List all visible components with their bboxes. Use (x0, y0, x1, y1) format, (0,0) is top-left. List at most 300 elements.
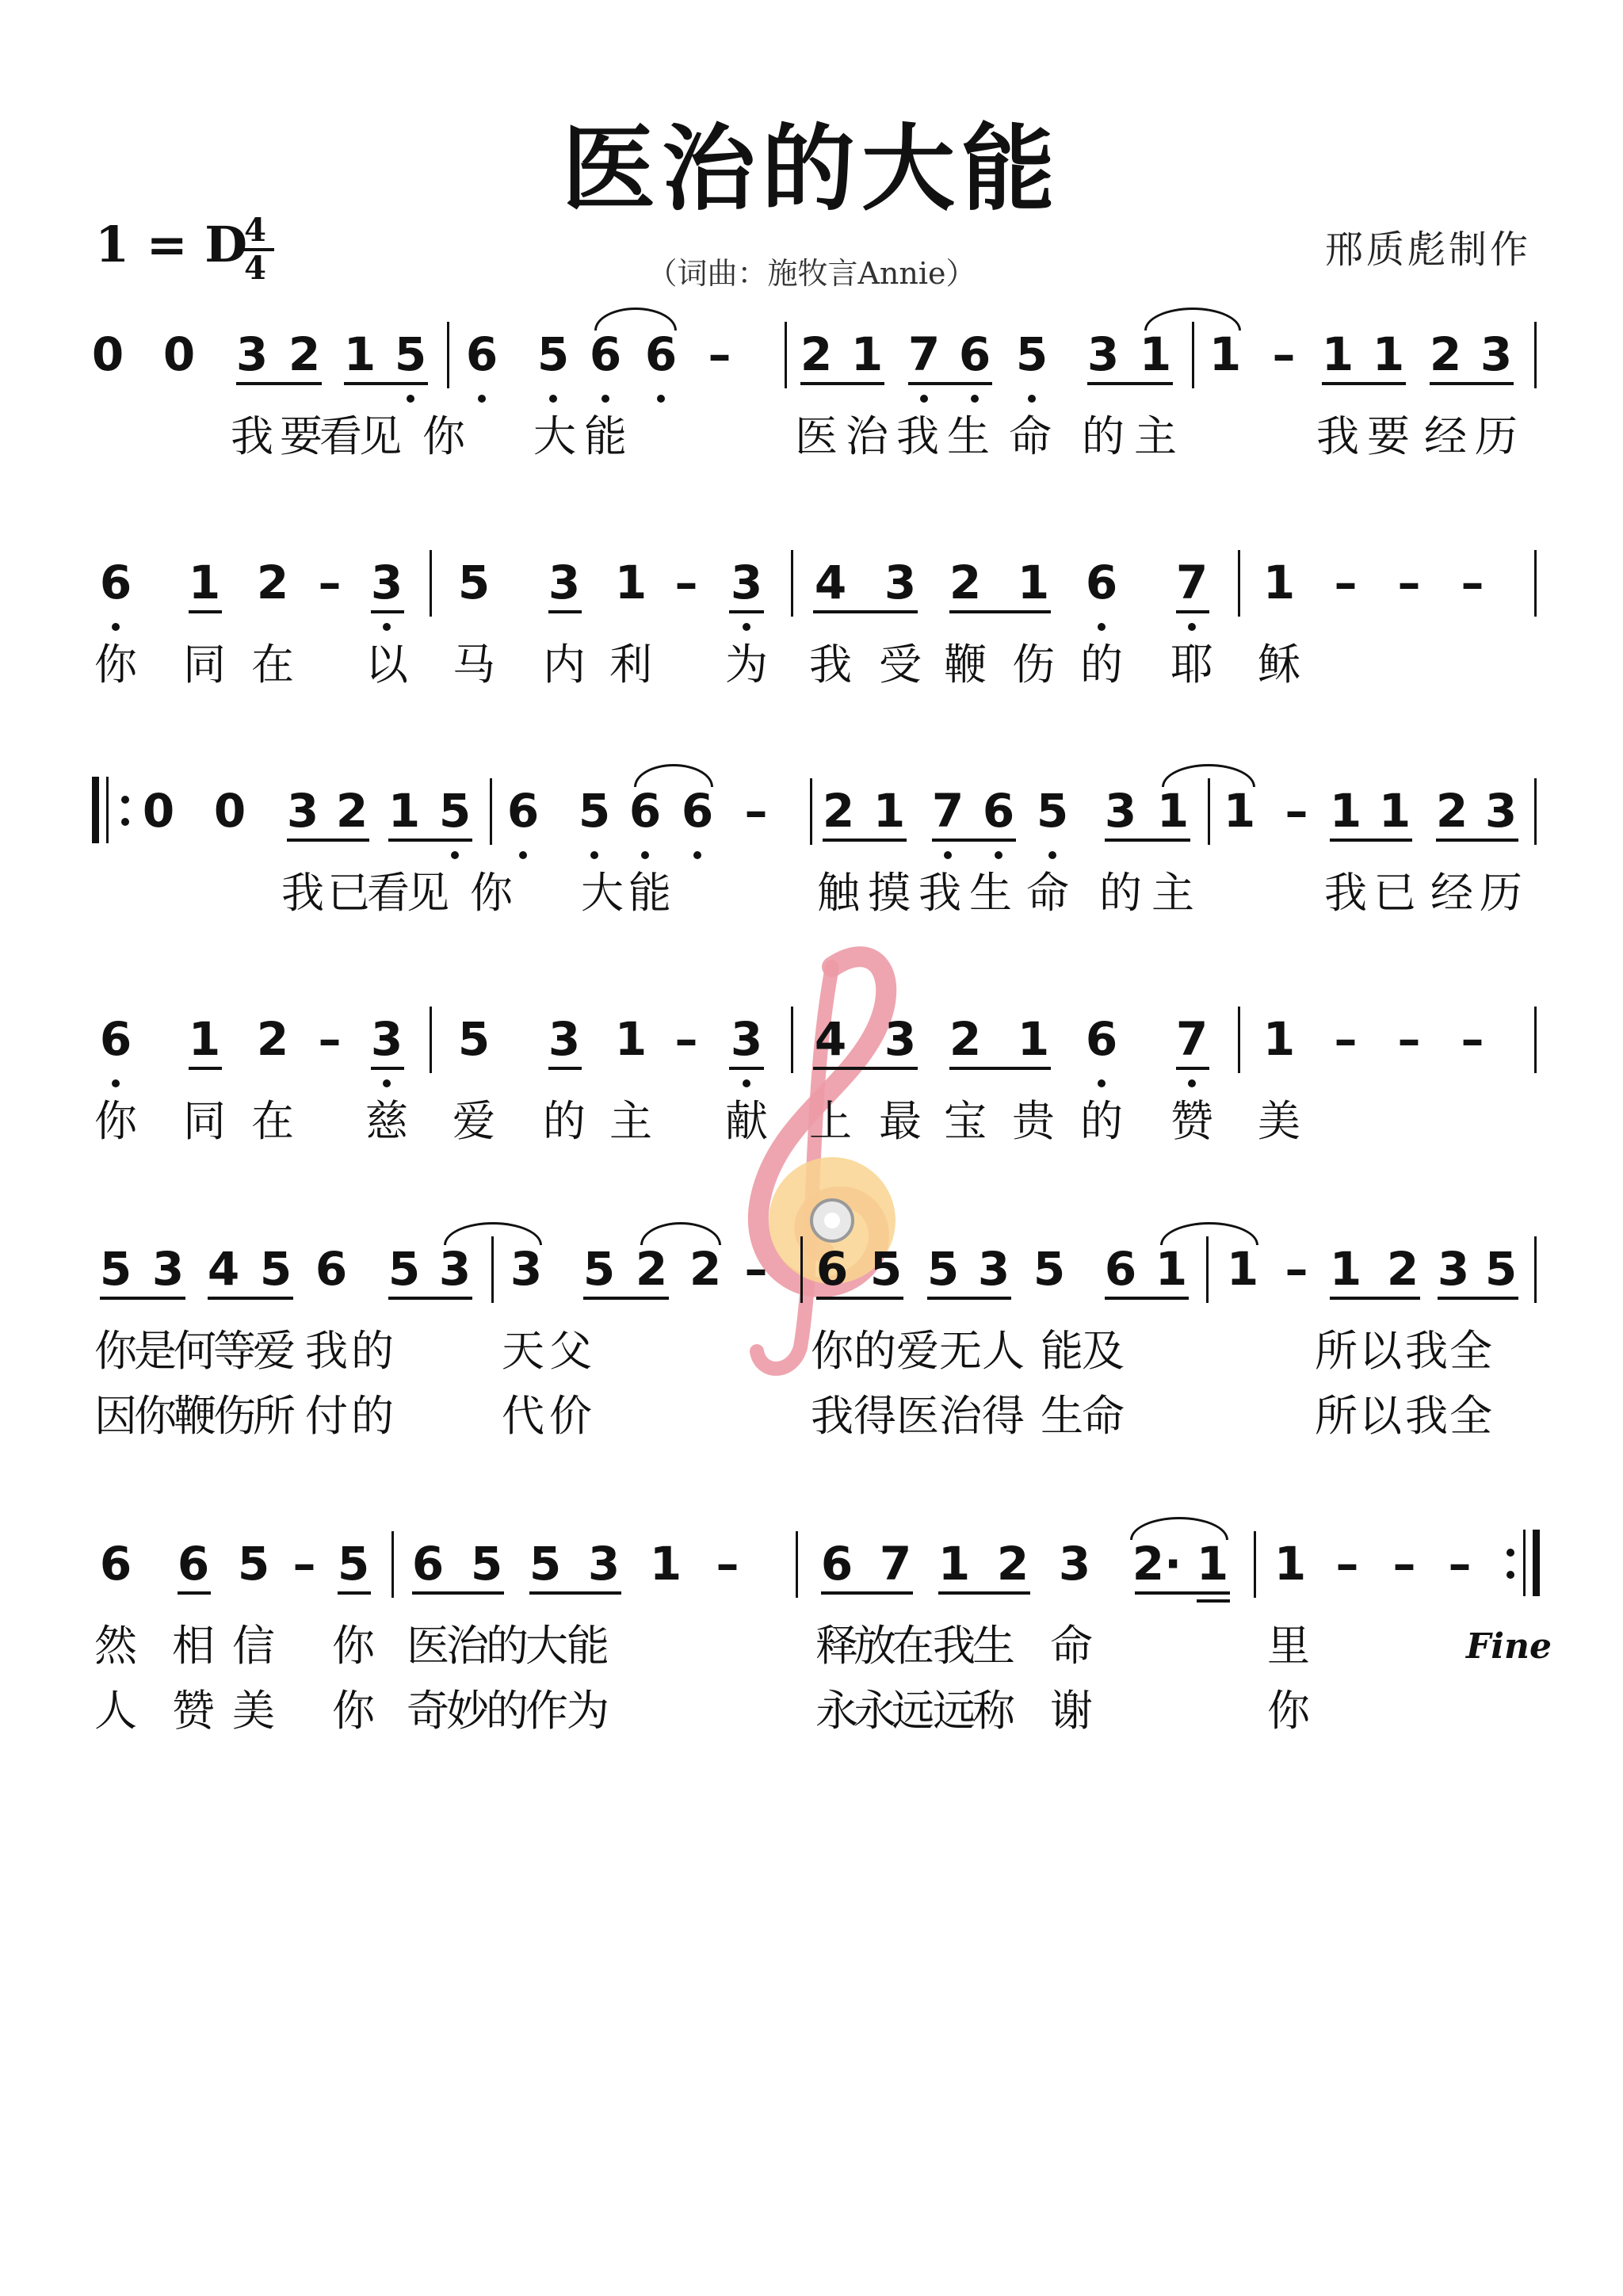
lyric-character: 何 (174, 1326, 216, 1376)
barline (1206, 1236, 1209, 1303)
lyric-character: 的 (351, 1391, 394, 1441)
repeat-dot (121, 796, 129, 804)
note-numeral: 3 (1104, 784, 1137, 838)
note-numeral: 6 (820, 1537, 854, 1591)
lyric-character: 代 (502, 1391, 544, 1441)
note-numeral: 1 (1017, 556, 1050, 609)
eighth-note-underline (927, 1297, 1011, 1300)
note-numeral: 3 (1086, 327, 1120, 381)
eighth-note-underline (529, 1591, 621, 1595)
lyric-character: 相 (172, 1621, 215, 1671)
note-numeral: 2 (822, 784, 855, 838)
note-numeral: – (1285, 1242, 1308, 1296)
tie-slur (640, 1222, 721, 1245)
lyric-character: 的 (486, 1686, 529, 1736)
key-signature: 1 = D (95, 216, 248, 273)
note-numeral: 1 (873, 784, 906, 838)
lyric-character: 慈 (365, 1096, 408, 1146)
lyric-character: 谢 (1050, 1686, 1093, 1736)
note-numeral: 6 (465, 327, 498, 381)
eighth-note-underline (287, 839, 369, 842)
eighth-note-underline (1105, 839, 1190, 842)
note-numeral: 3 (1484, 784, 1518, 838)
eighth-note-underline (388, 839, 472, 842)
eighth-note-underline (949, 610, 1051, 613)
note-numeral: 5 (438, 784, 472, 838)
eighth-note-underline (932, 839, 1016, 842)
note-numeral: 1 (1372, 327, 1405, 381)
lyric-character: 所 (1315, 1326, 1358, 1376)
lyric-character: 信 (232, 1621, 275, 1671)
note-numeral: 0 (162, 327, 196, 381)
note-numeral: 2 (288, 327, 321, 381)
note-numeral: 7 (1175, 556, 1209, 609)
note-numeral: 3 (977, 1242, 1010, 1296)
eighth-note-underline (344, 382, 428, 385)
eighth-note-underline (1087, 382, 1173, 385)
note-numeral: – (1272, 327, 1296, 381)
lyric-character: 所 (1315, 1391, 1358, 1441)
note-numeral: 6 (589, 327, 622, 381)
lyric-character: 生 (1041, 1391, 1083, 1441)
note-numeral: 6 (99, 1537, 132, 1591)
eighth-note-underline (1430, 382, 1514, 385)
lyric-character: 马 (453, 640, 495, 690)
eighth-note-underline (371, 1067, 404, 1070)
lower-octave-dot (944, 851, 952, 859)
eighth-note-underline (178, 1591, 211, 1595)
lower-octave-dot (995, 851, 1002, 859)
lyric-character: 受 (879, 640, 922, 690)
lyric-character: 你 (470, 868, 513, 918)
lyric-character: 生 (969, 868, 1012, 918)
lower-octave-dot (657, 395, 665, 403)
lyric-character: 人 (982, 1326, 1025, 1376)
eighth-note-underline (1330, 1297, 1420, 1300)
lyricist-composer-credit: （词曲：施牧言Annie） (647, 256, 976, 291)
barline (1534, 322, 1537, 388)
note-numeral: 2 (800, 327, 833, 381)
lyric-character: 已 (1373, 868, 1416, 918)
eighth-note-underline (813, 610, 918, 613)
note-numeral: 0 (213, 784, 246, 838)
repeat-dot (1507, 1571, 1514, 1579)
note-numeral: 1 (1017, 1012, 1050, 1066)
note-numeral: 1 (938, 1537, 971, 1591)
tie-slur (1130, 1517, 1228, 1540)
barline (1192, 322, 1194, 388)
lyric-character: 你 (94, 1096, 137, 1146)
lyric-character: 你 (94, 640, 137, 690)
note-numeral: 6 (1085, 556, 1118, 609)
note-numeral: 2 (689, 1242, 722, 1296)
eighth-note-underline (816, 1297, 903, 1300)
lyric-character: 贵 (1012, 1096, 1055, 1146)
barline (1238, 1007, 1240, 1073)
lyric-character: 稣 (1258, 640, 1300, 690)
note-numeral: 2 (1386, 1242, 1419, 1296)
lyric-character: 触 (817, 868, 860, 918)
note-numeral: 5 (578, 784, 611, 838)
lyric-character: 我 (918, 868, 961, 918)
lyric-character: 以 (365, 640, 408, 690)
lyric-character: 的 (854, 1326, 896, 1376)
lower-octave-dot (971, 395, 979, 403)
barline (1208, 778, 1210, 845)
lyric-character: 同 (183, 640, 226, 690)
note-numeral: 7 (907, 327, 941, 381)
note-numeral: – (1397, 1012, 1421, 1066)
lyric-character: 我 (305, 1326, 348, 1376)
note-numeral: 5 (99, 1242, 132, 1296)
note-numeral: 6 (315, 1242, 348, 1296)
lyric-character: 最 (879, 1096, 922, 1146)
lyric-character: 我 (1324, 868, 1367, 918)
note-numeral: – (318, 556, 342, 609)
note-numeral: 3 (587, 1537, 621, 1591)
lyric-character: 美 (1258, 1096, 1300, 1146)
lyric-character: 然 (94, 1621, 137, 1671)
note-numeral: 6 (177, 1537, 210, 1591)
note-numeral: 5 (337, 1537, 370, 1591)
eighth-note-underline (949, 1067, 1051, 1070)
lyric-character: 你 (422, 411, 465, 461)
note-numeral: 2 (1429, 327, 1462, 381)
eighth-note-underline (1176, 610, 1209, 613)
lyric-character: 上 (809, 1096, 852, 1146)
lyric-character: 永 (854, 1686, 896, 1736)
lyric-character: 命 (1050, 1621, 1093, 1671)
lyric-character: 全 (1449, 1391, 1492, 1441)
lyric-character: 为 (725, 640, 768, 690)
barline (785, 322, 787, 388)
lyric-character: 你 (94, 1326, 137, 1376)
lyric-character: 赞 (172, 1686, 215, 1736)
lyric-character: 摸 (868, 868, 911, 918)
lyric-character: 鞭 (944, 640, 987, 690)
lyric-character: 称 (972, 1686, 1015, 1736)
lyric-character: 大 (581, 868, 624, 918)
lyric-character: 医 (407, 1621, 449, 1671)
note-numeral: 1 (614, 1012, 647, 1066)
time-signature-top: 4 (244, 212, 266, 249)
note-numeral: 1 (1321, 327, 1354, 381)
note-numeral: 0 (91, 327, 124, 381)
lyric-character: 我 (933, 1621, 976, 1671)
lyric-character: 你 (811, 1326, 854, 1376)
lyric-character: 永 (815, 1686, 858, 1736)
lyric-character: 医 (896, 1391, 939, 1441)
lyric-character: 能 (628, 868, 671, 918)
lower-octave-dot (590, 851, 598, 859)
note-numeral: 5 (537, 327, 570, 381)
lyric-character: 释 (815, 1621, 858, 1671)
barline (447, 322, 449, 388)
lower-octave-dot (383, 623, 391, 631)
barline (1534, 1007, 1537, 1073)
lower-octave-dot (1098, 1079, 1106, 1087)
note-numeral: 1 (649, 1537, 682, 1591)
note-numeral: – (1335, 1537, 1359, 1591)
note-numeral: – (1392, 1537, 1416, 1591)
lyric-character: 要 (280, 411, 323, 461)
note-numeral: 7 (931, 784, 964, 838)
eighth-note-underline (236, 382, 322, 385)
lower-octave-dot (112, 623, 120, 631)
note-numeral: 1 (1329, 784, 1362, 838)
lyric-character: 及 (1082, 1326, 1125, 1376)
lyric-character: 爱 (253, 1326, 296, 1376)
lyric-character: 我 (1405, 1326, 1448, 1376)
note-numeral: 5 (259, 1242, 292, 1296)
note-numeral: – (1461, 1012, 1484, 1066)
eighth-note-underline (338, 1591, 371, 1595)
note-numeral: 1 (1262, 556, 1296, 609)
eighth-note-underline (1105, 1297, 1189, 1300)
note-numeral: 2 (256, 556, 289, 609)
note-numeral: 2 (1435, 784, 1468, 838)
lyric-character: 父 (549, 1326, 592, 1376)
eighth-note-underline (729, 610, 764, 613)
note-numeral: 3 (1058, 1537, 1091, 1591)
lyric-character: 奇 (407, 1686, 449, 1736)
note-numeral: 1 (1226, 1242, 1259, 1296)
lyric-character: 要 (1367, 411, 1410, 461)
lyric-character: 在 (892, 1621, 934, 1671)
lyric-character: 你 (1267, 1686, 1310, 1736)
lyric-character: 放 (854, 1621, 896, 1671)
note-numeral: – (744, 784, 768, 838)
lyric-character: 得 (854, 1391, 896, 1441)
lyric-character: 远 (892, 1686, 934, 1736)
repeat-dot (1507, 1549, 1514, 1557)
note-numeral: 1 (388, 784, 421, 838)
note-numeral: 5 (457, 1012, 491, 1066)
barline (490, 778, 492, 845)
note-numeral: 3 (548, 1012, 581, 1066)
note-numeral: 1 (1274, 1537, 1307, 1591)
note-numeral: 0 (142, 784, 175, 838)
note-numeral: 5 (457, 556, 491, 609)
lyric-character: 见 (407, 868, 449, 918)
repeat-dot (121, 818, 129, 826)
lyric-character: 我 (281, 868, 324, 918)
eighth-note-underline (729, 1067, 764, 1070)
lyric-character: 赞 (1170, 1096, 1213, 1146)
note-numeral: – (1334, 1012, 1358, 1066)
lyric-character: 生 (972, 1621, 1015, 1671)
note-numeral: – (1285, 784, 1308, 838)
barline (810, 778, 812, 845)
note-numeral: 6 (681, 784, 714, 838)
barline (391, 1531, 394, 1598)
eighth-note-underline (823, 839, 907, 842)
note-numeral: 5 (1484, 1242, 1518, 1296)
tie-slur (594, 308, 677, 330)
lyric-character: 主 (609, 1096, 652, 1146)
note-numeral: 5 (388, 1242, 421, 1296)
eighth-note-underline (1322, 382, 1406, 385)
eighth-note-underline (1436, 839, 1518, 842)
note-numeral: 5 (1033, 1242, 1066, 1296)
note-numeral: 3 (1437, 1242, 1470, 1296)
lower-octave-dot (112, 1079, 120, 1087)
lyric-character: 能 (584, 411, 627, 461)
lyric-character: 大 (525, 1621, 568, 1671)
repeat-end-thin-bar (1523, 1530, 1526, 1596)
lower-octave-dot (519, 851, 527, 859)
note-numeral: 6 (644, 327, 678, 381)
note-numeral: – (674, 556, 698, 609)
note-numeral: 6 (99, 1012, 132, 1066)
lyric-character: 的 (1080, 640, 1123, 690)
note-numeral: 6 (411, 1537, 445, 1591)
lyric-character: 美 (232, 1686, 275, 1736)
note-numeral: 7 (879, 1537, 912, 1591)
lower-octave-dot (693, 851, 701, 859)
note-numeral: 1 (1223, 784, 1256, 838)
note-numeral: 1 (614, 556, 647, 609)
lyric-character: 治 (446, 1621, 489, 1671)
note-numeral: 6 (1085, 1012, 1118, 1066)
eighth-note-underline (1438, 1297, 1518, 1300)
note-numeral: 5 (237, 1537, 270, 1591)
lyric-character: 耶 (1170, 640, 1213, 690)
lower-octave-dot (1098, 623, 1106, 631)
lower-octave-dot (383, 1079, 391, 1087)
lower-octave-dot (1188, 623, 1196, 631)
eighth-note-underline (388, 1297, 472, 1300)
lyric-character: 的 (543, 1096, 586, 1146)
note-numeral: 1 (1156, 784, 1190, 838)
eighth-note-underline (548, 610, 582, 613)
note-numeral: – (708, 327, 731, 381)
eighth-note-underline (548, 1067, 582, 1070)
note-numeral: 2 (635, 1242, 668, 1296)
tie-slur (634, 764, 713, 787)
lyric-character: 付 (305, 1391, 348, 1441)
note-numeral: 3 (438, 1242, 472, 1296)
lower-octave-dot (920, 395, 928, 403)
note-numeral: 2 (256, 1012, 289, 1066)
barline (1238, 550, 1240, 617)
lyric-character: 利 (609, 640, 652, 690)
note-numeral: 5 (470, 1537, 503, 1591)
lyric-character: 我 (811, 1391, 854, 1441)
lyric-character: 我 (231, 411, 273, 461)
note-numeral: 3 (884, 556, 917, 609)
barline (800, 1236, 803, 1303)
note-numeral: 5 (869, 1242, 903, 1296)
lower-octave-dot (1028, 395, 1036, 403)
lyric-character: 治 (939, 1391, 982, 1441)
note-numeral: 1 (1329, 1242, 1362, 1296)
note-numeral: 1 (188, 1012, 221, 1066)
lyric-character: 伤 (1012, 640, 1055, 690)
eighth-note-underline (100, 1297, 185, 1300)
sixteenth-note-underline (1197, 1599, 1230, 1603)
repeat-start-thick-bar (92, 777, 99, 843)
eighth-note-underline (371, 610, 404, 613)
eighth-note-underline (189, 1067, 222, 1070)
note-numeral: 5 (582, 1242, 616, 1296)
lyric-character: 献 (725, 1096, 768, 1146)
lyric-character: 爱 (896, 1326, 939, 1376)
lyric-character: 爱 (453, 1096, 495, 1146)
lyric-character: 所 (253, 1391, 296, 1441)
note-numeral: – (744, 1242, 768, 1296)
lyric-character: 妙 (446, 1686, 489, 1736)
tie-slur (1144, 308, 1241, 330)
lyric-character: 以 (1359, 1391, 1402, 1441)
eighth-note-underline (813, 1067, 918, 1070)
barline (1254, 1531, 1256, 1598)
note-numeral: 6 (958, 327, 991, 381)
eighth-note-underline (800, 382, 884, 385)
note-numeral: 3 (1480, 327, 1513, 381)
lyric-character: 同 (183, 1096, 226, 1146)
note-numeral: 6 (99, 556, 132, 609)
barline (1534, 550, 1537, 617)
note-numeral: – (1334, 556, 1358, 609)
note-numeral: 3 (548, 556, 581, 609)
lyric-character: 宝 (944, 1096, 987, 1146)
note-numeral: 1 (1196, 1537, 1229, 1591)
note-numeral: 4 (814, 1012, 847, 1066)
lower-octave-dot (549, 395, 557, 403)
lyric-character: 等 (213, 1326, 256, 1376)
lyric-character: 医 (795, 411, 838, 461)
note-numeral: 1 (1378, 784, 1411, 838)
barline (430, 1007, 432, 1073)
note-numeral: 3 (235, 327, 269, 381)
lyric-character: 生 (947, 411, 990, 461)
eighth-note-underline (412, 1591, 504, 1595)
lyric-character: 伤 (213, 1391, 256, 1441)
barline (491, 1236, 494, 1303)
note-numeral: – (1461, 556, 1484, 609)
lyric-character: 是 (134, 1326, 177, 1376)
barline (796, 1531, 798, 1598)
lyric-character: 经 (1424, 411, 1467, 461)
note-numeral: 3 (510, 1242, 543, 1296)
eighth-note-underline (821, 1591, 913, 1595)
note-numeral: 3 (884, 1012, 917, 1066)
lyric-character: 看 (319, 411, 362, 461)
note-numeral: – (674, 1012, 698, 1066)
lower-octave-dot (407, 395, 414, 403)
lyric-character: 价 (549, 1391, 592, 1441)
tie-slur (1160, 1222, 1258, 1245)
lower-octave-dot (1048, 851, 1056, 859)
eighth-note-underline (1330, 839, 1412, 842)
fine-marking: Fine (1466, 1626, 1552, 1667)
note-numeral: 5 (1015, 327, 1048, 381)
lower-octave-dot (601, 395, 609, 403)
lyric-character: 经 (1430, 868, 1473, 918)
note-numeral: 1 (1155, 1242, 1188, 1296)
lyric-character: 的 (1082, 411, 1125, 461)
barline (1534, 1236, 1537, 1303)
lyric-character: 的 (1080, 1096, 1123, 1146)
note-numeral: 1 (343, 327, 376, 381)
note-numeral: 5 (394, 327, 427, 381)
note-numeral: 4 (814, 556, 847, 609)
lyric-character: 天 (502, 1326, 544, 1376)
note-numeral: 2 (996, 1537, 1029, 1591)
note-numeral: 6 (1104, 1242, 1137, 1296)
note-numeral: 3 (730, 1012, 763, 1066)
